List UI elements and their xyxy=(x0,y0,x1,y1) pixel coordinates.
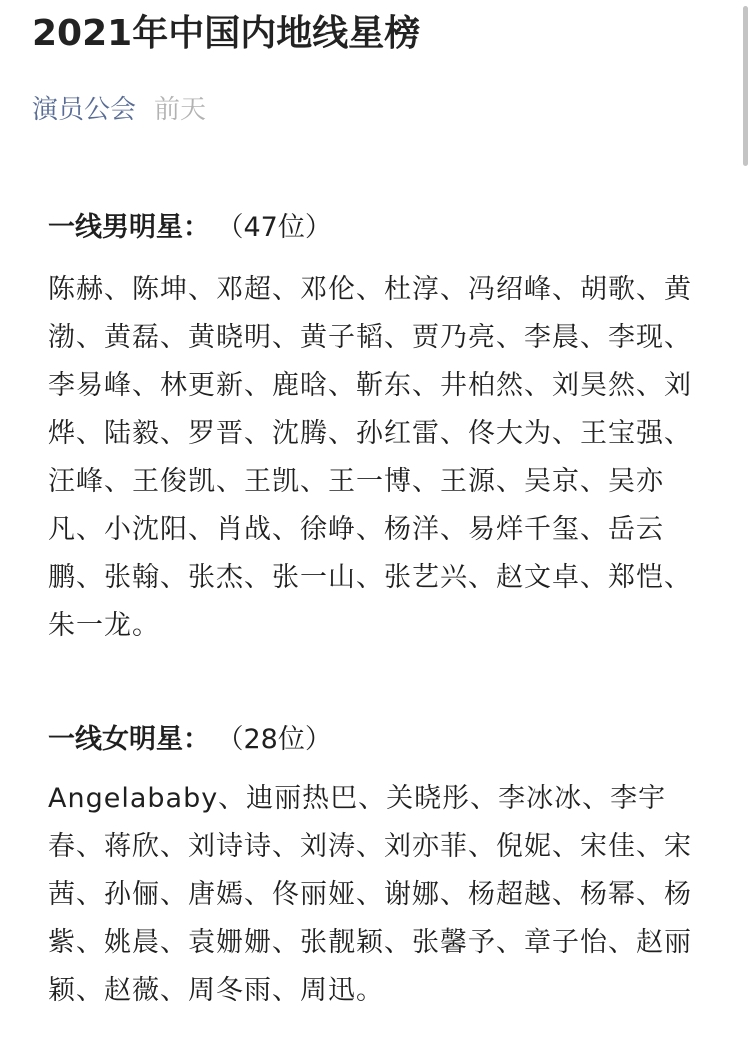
article-title: 2021年中国内地线星榜 xyxy=(32,13,421,54)
section-label: 一线女明星 xyxy=(48,724,183,755)
male-stars-list: 陈赫、陈坤、邓超、邓伦、杜淳、冯绍峰、胡歌、黄渤、黄磊、黄晓明、黄子韬、贾乃亮、李晨、李现、李易峰、林更新、鹿晗、靳东、井柏然、刘昊然、刘烨、陆毅、罗晋、沈腾、孙红雷、佟大为、王宝强、汪峰、王俊凯、王凯、王一博、王源、吴京、吴亦凡、小沈阳、肖战、徐峥、杨洋、易烊千玺、岳云鹏、张翰、张杰、张一山、张艺兴、赵文卓、郑恺、朱一龙。 xyxy=(48,274,692,641)
section-colon: ： xyxy=(183,724,210,755)
account-name-link[interactable]: 演员公会 xyxy=(32,95,137,125)
section-label: 一线男明星 xyxy=(48,212,183,243)
male-stars-heading xyxy=(48,208,332,248)
section-colon: ： xyxy=(183,212,210,243)
scrollbar-thumb[interactable] xyxy=(743,6,748,166)
section-count: （28位） xyxy=(230,724,332,755)
article-meta xyxy=(32,90,206,130)
section-count: （47位） xyxy=(230,212,332,243)
female-stars-heading xyxy=(48,720,332,760)
publish-time: 前天 xyxy=(154,95,207,125)
scrollbar[interactable] xyxy=(742,0,750,1044)
female-stars-list: Angelababy、迪丽热巴、关晓彤、李冰冰、李宇春、蒋欣、刘诗诗、刘涛、刘亦菲、倪妮、宋佳、宋茜、孙俪、唐嫣、佟丽娅、谢娜、杨超越、杨幂、杨紫、姚晨、袁姗姗、张靓颖、张馨予、章子怡、赵丽颖、赵薇、周冬雨、周迅。 xyxy=(48,783,692,1006)
